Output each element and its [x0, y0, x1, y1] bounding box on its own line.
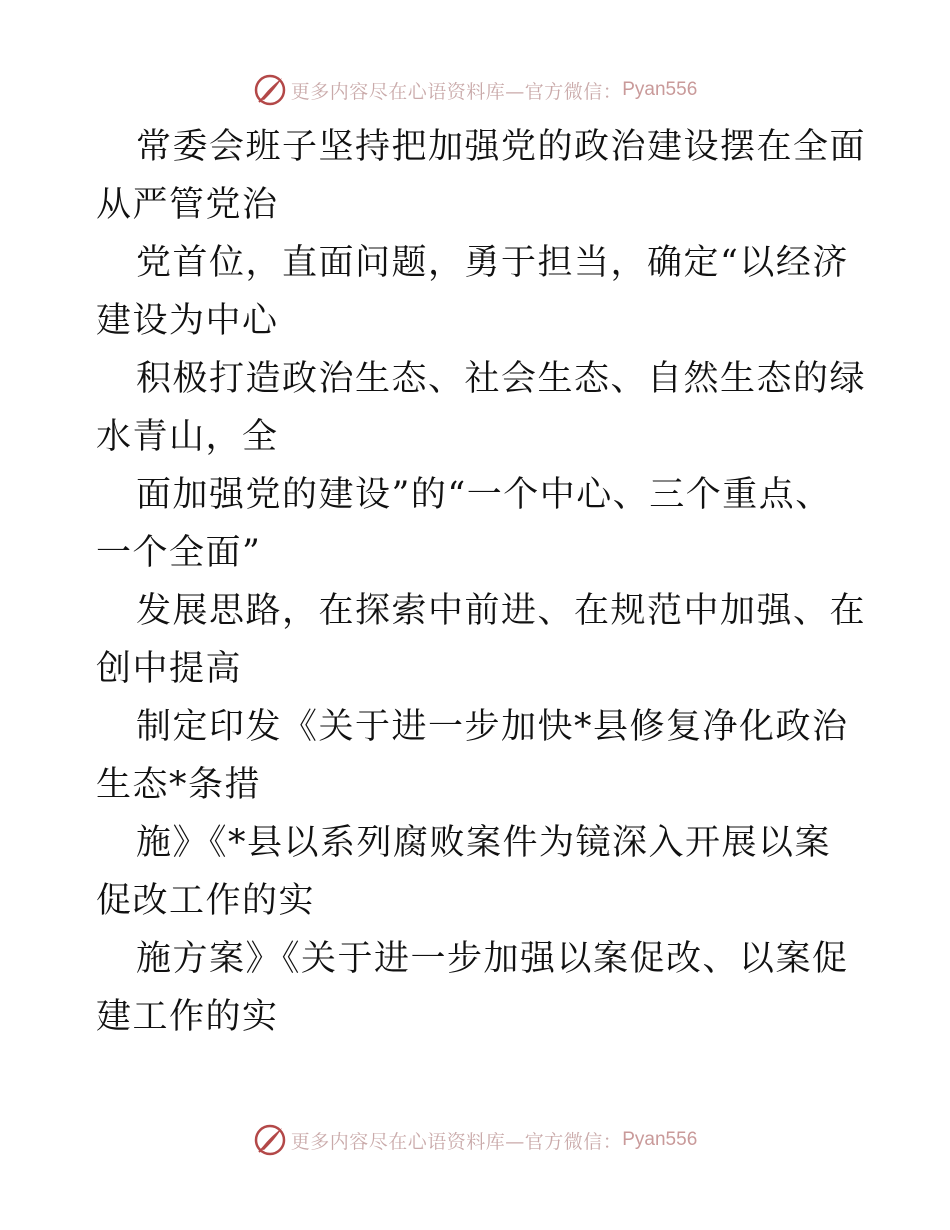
watermark-text: 更多内容尽在心语资料库—官方微信： — [290, 1130, 623, 1153]
paragraph-4: 面加强党的建设”的“一个中心、三个重点、一个全面” — [96, 475, 832, 573]
watermark-text: 更多内容尽在心语资料库—官方微信： — [290, 80, 623, 103]
paragraph-6: 制定印发《关于进一步加快*县修复净化政治生态*条措 — [96, 707, 849, 805]
paragraph-2: 党首位，直面问题，勇于担当，确定“以经济建设为中心 — [96, 243, 849, 341]
quill-logo-icon — [253, 73, 287, 107]
paragraph-3: 积极打造政治生态、社会生态、自然生态的绿水青山，全 — [96, 359, 867, 457]
watermark-wechat-id: Pyan556 — [622, 1129, 698, 1150]
paragraph-7: 施》《*县以系列腐败案件为镜深入开展以案促改工作的实 — [96, 823, 832, 921]
watermark-wechat-id: Pyan556 — [622, 79, 698, 100]
paragraph-5: 发展思路，在探索中前进、在规范中加强、在创中提高 — [96, 591, 867, 689]
document-body — [96, 118, 866, 1046]
paragraph-8: 施方案》《关于进一步加强以案促改、以案促建工作的实 — [96, 939, 849, 1037]
paragraph-1: 常委会班子坚持把加强党的政治建设摆在全面从严管党治 — [96, 127, 867, 225]
quill-logo-icon — [253, 1123, 287, 1157]
header-watermark — [0, 72, 950, 108]
footer-watermark — [0, 1122, 950, 1158]
